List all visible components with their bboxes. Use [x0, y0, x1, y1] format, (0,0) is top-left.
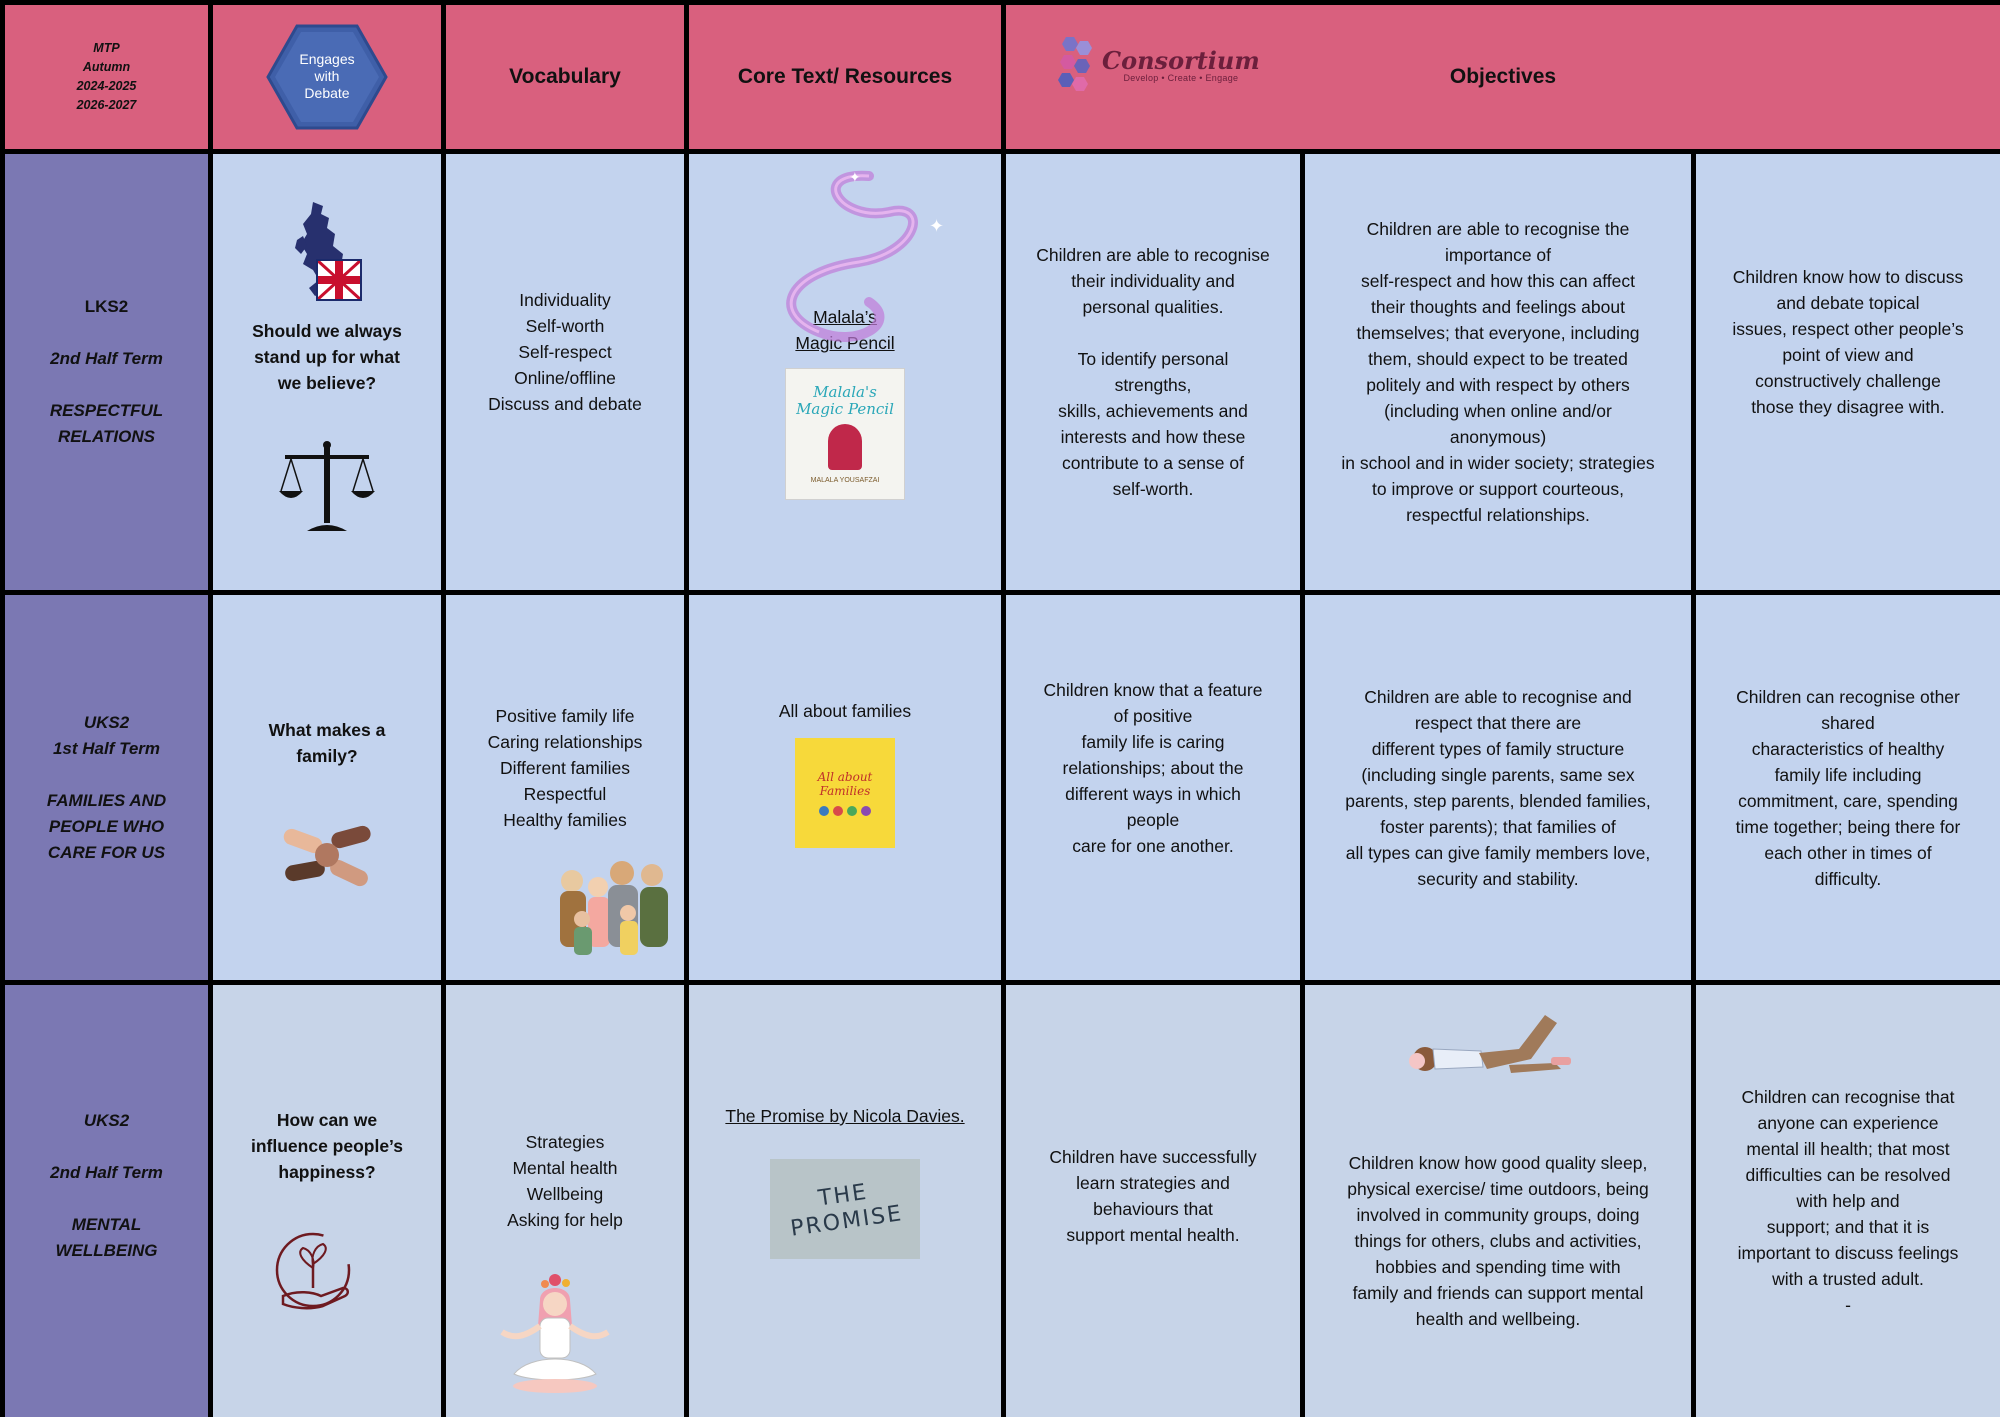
- row-2-stage-cell: [5, 595, 208, 980]
- row-3-objective-2-cell: [1305, 985, 1691, 1417]
- malala-book-cover: [785, 368, 905, 500]
- stage-label: LKS2: [84, 297, 129, 316]
- objective-text: Children are able to recognise their individuality and personal qualities. To identify personal strengths, skills, achievements and interests and how these contribute to a sense of self-worth.: [1036, 245, 1270, 499]
- row-1-stage-cell: [5, 154, 208, 590]
- mtp-line: MTP: [93, 41, 120, 55]
- topic-label: FAMILIES AND PEOPLE WHO CARE FOR US: [46, 790, 167, 862]
- vocabulary-list: Individuality Self-worth Self-respect Online/offline Discuss and debate: [488, 290, 642, 414]
- mtp-line: Autumn: [82, 60, 131, 74]
- mtp-line: 2024-2025: [76, 79, 137, 93]
- row-2-vocabulary-cell: [446, 595, 684, 980]
- term-label: 1st Half Term: [52, 738, 161, 758]
- objective-text: Children know that a feature of positive family life is caring relationships; about the different ways in which people care for one another.: [1043, 679, 1263, 856]
- row-question: What makes a family?: [268, 719, 386, 766]
- magic-sparkle-swirl-icon: [749, 162, 949, 352]
- row-question: How can we influence people’s happiness?: [250, 1110, 404, 1182]
- header-objectives-cell: [1006, 5, 2000, 149]
- header-core-text-cell: [689, 5, 1001, 149]
- objective-text: Children know how good quality sleep, physical exercise/ time outdoors, being involved in community groups, doing things for others, clubs and activities, hobbies and spending time with family and friends can support mental health and wellbeing.: [1347, 1153, 1649, 1329]
- joined-hands-icon: [277, 823, 377, 895]
- header-badge-cell: [213, 5, 441, 149]
- all-about-families-book-cover: [795, 738, 895, 848]
- row-1-vocabulary-cell: [446, 154, 684, 590]
- row-2-objective-1-cell: [1006, 595, 1300, 980]
- row-2-resource-cell: [689, 595, 1001, 980]
- objective-text: Children are able to recognise and respect that there are different types of family structure (including single parents, same sex parents, step parents, blended families, foster parents); that families of all types can give family members love, security and stability.: [1345, 686, 1651, 889]
- stage-label: UKS2: [83, 1111, 130, 1130]
- objective-text: Children have successfully learn strategies and behaviours that support mental health.: [1049, 1147, 1257, 1245]
- objective-text: Children know how to discuss and debate topical issues, respect other people’s point of view and constructively challenge those they disagree with.: [1732, 267, 1964, 417]
- mtp-label: [77, 39, 137, 115]
- logo-name: Consortium: [1102, 46, 1260, 75]
- objective-text: Children can recognise other shared characteristics of healthy family life including commitment, care, spending time together; being there for each other in times of difficulty.: [1735, 686, 1961, 889]
- book-cover-title: Malala's Magic Pencil: [796, 382, 894, 418]
- book-cover-author: MALALA YOUSAFZAI: [810, 476, 880, 484]
- svg-text:✦: ✦: [929, 216, 945, 236]
- book-cover-title: THE PROMISE: [788, 1179, 905, 1242]
- row-1-objective-3-cell: [1696, 154, 2000, 590]
- consortium-logo: [1056, 35, 1260, 97]
- row-3-vocabulary-cell: [446, 985, 684, 1417]
- row-stage-info: [50, 1108, 163, 1264]
- header-mtp-cell: [5, 5, 208, 149]
- vocabulary-heading: Vocabulary: [509, 65, 621, 88]
- badge-line: Debate: [304, 85, 350, 101]
- svg-text:✦: ✦: [849, 169, 861, 185]
- plant-in-hand-icon: [273, 1230, 359, 1318]
- logo-tagline: Develop • Create • Engage: [1123, 73, 1239, 83]
- objective-text: Children can recognise that anyone can experience mental ill health; that most difficulties can be resolved with help and support; and that it is important to discuss feelings with a trusted adult. -: [1737, 1087, 1959, 1315]
- row-stage-info: [47, 710, 166, 866]
- topic-label: RESPECTFUL RELATIONS: [49, 401, 164, 446]
- objectives-heading: Objectives: [1449, 65, 1557, 88]
- malala-figure-icon: [828, 424, 862, 470]
- uk-map-flag-icon: [293, 200, 365, 304]
- sleeping-person-icon: [1405, 1009, 1575, 1079]
- row-stage-info: [50, 294, 163, 450]
- topic-label: MENTAL WELLBEING: [55, 1215, 158, 1260]
- row-1-objective-1-cell: [1006, 154, 1300, 590]
- badge-line: with: [314, 68, 340, 84]
- term-label: 2nd Half Term: [50, 1163, 163, 1182]
- book-cover-people-icons: [819, 806, 871, 816]
- header-vocabulary-cell: [446, 5, 684, 149]
- family-group-icon: [554, 857, 678, 965]
- resource-title: The Promise by Nicola Davies.: [725, 1106, 965, 1126]
- row-3-stage-cell: [5, 985, 208, 1417]
- row-2-objective-2-cell: [1305, 595, 1691, 980]
- engages-with-debate-badge: [265, 22, 389, 132]
- justice-scales-icon: [277, 439, 377, 535]
- mtp-line: 2026-2027: [76, 98, 137, 112]
- meditation-figure-icon: [490, 1270, 620, 1398]
- resource-title: All about families: [778, 700, 912, 721]
- core-text-heading: Core Text/ Resources: [737, 65, 953, 88]
- badge-line: Engages: [299, 51, 355, 67]
- book-cover-title: All about Families: [817, 769, 873, 798]
- the-promise-book-cover: [770, 1159, 920, 1259]
- row-3-objective-3-cell: [1696, 985, 2000, 1417]
- objective-text: Children are able to recognise the importance of self-respect and how this can affect their thoughts and feelings about themselves; that everyone, including them, should expect to be treated politely and with respect by others (including when online and/or anonymous) in school and in wider society; strategies to improve or support courteous, respectful relationships.: [1341, 219, 1655, 525]
- row-1-question-cell: [213, 154, 441, 590]
- row-3-question-cell: [213, 985, 441, 1417]
- vocabulary-list: Strategies Mental health Wellbeing Asking for help: [507, 1132, 623, 1230]
- resource-title: Malala’s Magic Pencil: [795, 307, 895, 353]
- row-3-objective-1-cell: [1006, 985, 1300, 1417]
- term-label: 2nd Half Term: [50, 349, 163, 368]
- row-2-objective-3-cell: [1696, 595, 2000, 980]
- row-1-objective-2-cell: [1305, 154, 1691, 590]
- row-3-resource-cell: [689, 985, 1001, 1417]
- row-1-resource-cell: [689, 154, 1001, 590]
- hexagon-cluster-icon: [1056, 35, 1098, 97]
- vocabulary-list: Positive family life Caring relationships Different families Respectful Healthy families: [487, 705, 643, 830]
- stage-label: UKS2: [83, 712, 130, 732]
- row-question: Should we always stand up for what we believe?: [252, 321, 402, 393]
- row-2-question-cell: [213, 595, 441, 980]
